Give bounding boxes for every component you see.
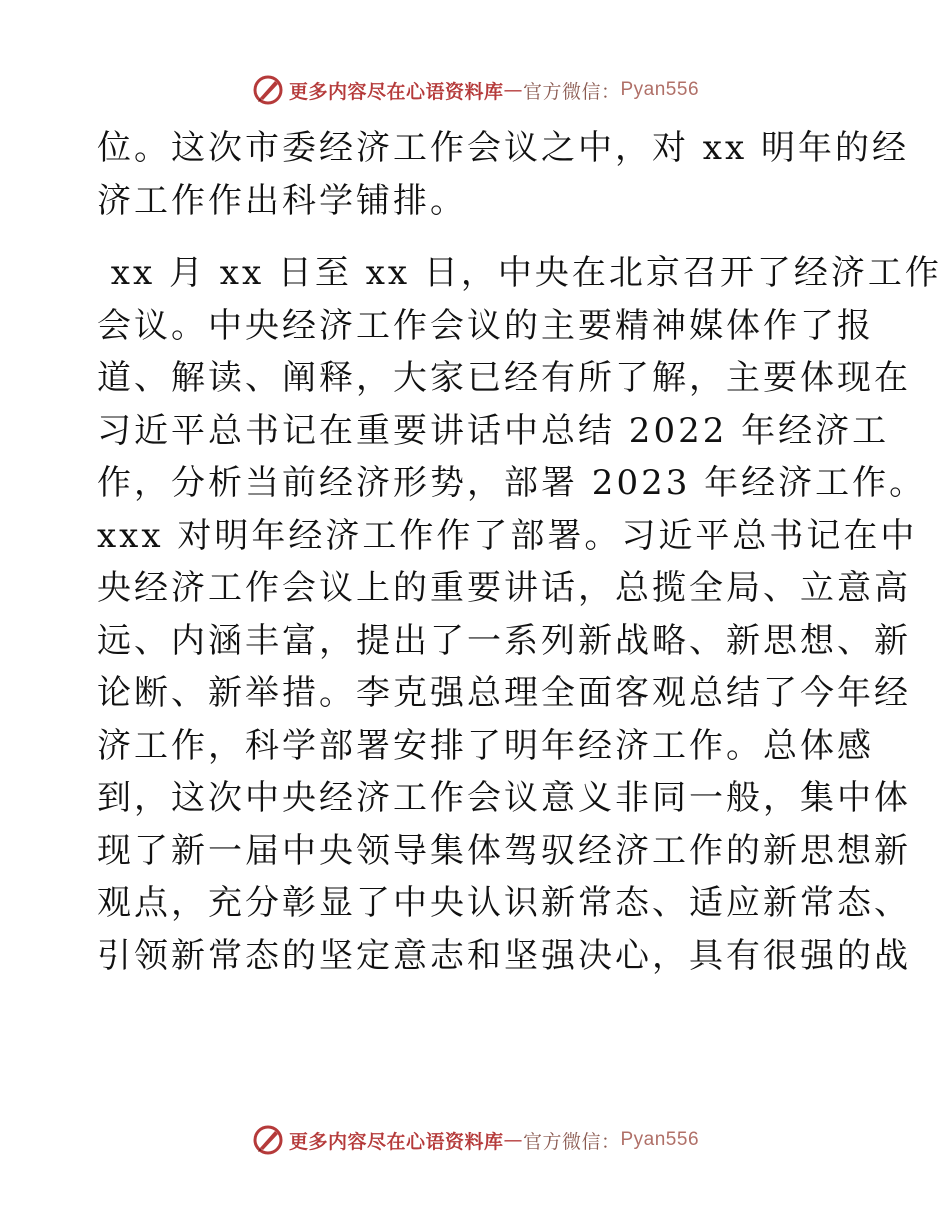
- paragraph: [97, 122, 909, 227]
- banner-dash: —: [503, 1129, 523, 1151]
- banner-wechat-account: Pyan556: [620, 79, 700, 100]
- text-line: 到，这次中央经济工作会议意义非同一般，集中体: [97, 778, 911, 818]
- banner-site-name: 更多内容尽在心语资料库: [288, 1130, 504, 1153]
- text-line: xx 月 xx 日至 xx 日，中央在北京召开了经济工作: [97, 253, 942, 293]
- header-banner: [0, 72, 950, 108]
- banner-wechat-label: 官方微信：: [522, 80, 621, 103]
- document-body: [97, 122, 942, 982]
- text-line: 论断、新举措。李克强总理全面客观总结了今年经: [97, 673, 911, 713]
- banner-site-name: 更多内容尽在心语资料库: [288, 80, 504, 103]
- banner-wechat-label: 官方微信：: [522, 1130, 621, 1153]
- text-line: 济工作作出科学铺排。: [97, 180, 467, 221]
- text-line: 引领新常态的坚定意志和坚强决心，具有很强的战: [97, 935, 911, 976]
- banner-wechat-account: Pyan556: [620, 1129, 700, 1150]
- footer-banner: [0, 1122, 950, 1158]
- text-line: 远、内涵丰富，提出了一系列新战略、新思想、新: [97, 620, 911, 661]
- text-line: 作，分析当前经济形势，部署 2023 年经济工作。: [97, 463, 927, 503]
- quill-logo-icon: [251, 73, 285, 107]
- text-line: 会议。中央经济工作会议的主要精神媒体作了报: [97, 305, 874, 346]
- text-line: 习近平总书记在重要讲话中总结 2022 年经济工: [97, 410, 890, 451]
- text-line: 济工作，科学部署安排了明年经济工作。总体感: [97, 725, 874, 766]
- text-line: 观点，充分彰显了中央认识新常态、适应新常态、: [97, 883, 911, 923]
- text-line: 道、解读、阐释，大家已经有所了解，主要体现在: [97, 358, 911, 398]
- text-line: 现了新一届中央领导集体驾驭经济工作的新思想新: [97, 830, 911, 871]
- text-line: 位。这次市委经济工作会议之中，对 xx 明年的经: [97, 128, 909, 168]
- banner-dash: —: [503, 79, 523, 101]
- paragraph-gap: [97, 227, 857, 247]
- text-line: xxx 对明年经济工作作了部署。习近平总书记在中: [97, 515, 918, 556]
- quill-logo-icon: [251, 1123, 285, 1157]
- text-line: 央经济工作会议上的重要讲话，总揽全局、立意高: [97, 568, 911, 608]
- paragraph: [97, 247, 942, 982]
